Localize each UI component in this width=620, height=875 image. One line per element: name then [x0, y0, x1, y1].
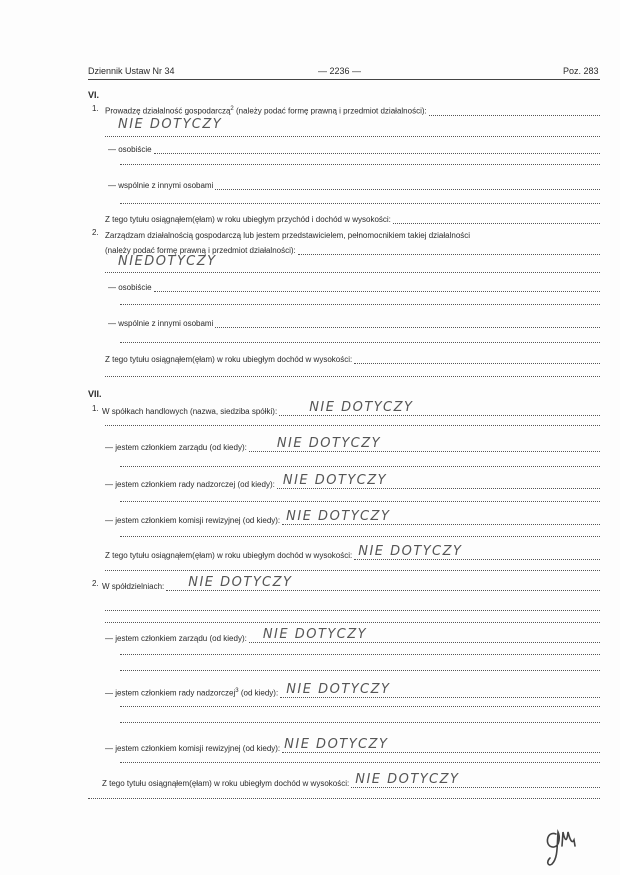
section-vi-title: VI.	[88, 90, 100, 100]
vii-q2-supervisory-line-2	[120, 722, 600, 723]
vii-q1-question: W spółkach handlowych (nazwa, siedziba spółki): NIE DOTYCZY	[102, 404, 600, 416]
vii-q2-question: W spółdzielniach: NIE DOTYCZY	[102, 579, 600, 591]
vii-q2-board-row: — jestem członkiem zarządu (od kiedy): NIE DOTYCZY	[105, 631, 600, 643]
vii-q1-answer-line	[105, 425, 600, 426]
vii-q2-board-line-1	[120, 654, 600, 655]
header-rule	[88, 79, 600, 80]
vi-q2-answer: NIEDOTYCZY	[118, 254, 217, 269]
vii-q1-income-line	[105, 570, 600, 571]
section-vii-title: VII.	[88, 389, 102, 399]
vii-q1-income-answer: NIE DOTYCZY	[358, 544, 463, 559]
vii-q2-income-line	[88, 798, 600, 799]
vi-q1-personally-row: — osobiście	[108, 142, 600, 154]
vi-q1-income-row: Z tego tytułu osiągnąłem(ęłam) w roku ubiegłym przychód i dochód w wysokości:	[105, 212, 600, 224]
vii-q1-board-line	[120, 466, 600, 467]
vi-q2-jointly-row: — wspólnie z innymi osobami	[108, 316, 600, 328]
vii-q2-board-answer: NIE DOTYCZY	[262, 627, 368, 642]
vii-q1-audit-row: — jestem członkiem komisji rewizyjnej (od kiedy): NIE DOTYCZY	[105, 513, 600, 525]
vi-q1-question: Prowadzę działalność gospodarczą$^2$ (należy podać formę prawną i przedmiot działalności):	[105, 104, 600, 116]
vii-q2-answer-line-2	[105, 622, 600, 623]
vi-q1-jointly-line	[120, 203, 600, 204]
vi-q1-answer: NIE DOTYCZY	[118, 117, 223, 132]
vii-q2-supervisory-answer: NIE DOTYCZY	[286, 682, 391, 697]
journal-name: Dziennik Ustaw Nr 34	[88, 66, 175, 76]
vi-q2-personally-line	[120, 304, 600, 305]
vii-q2-number: 2.	[92, 579, 99, 588]
vi-q2-personally-row: — osobiście	[108, 280, 600, 292]
vii-q2-audit-line	[120, 762, 600, 763]
vii-q2-audit-row: — jestem członkiem komisji rewizyjnej (od kiedy): NIE DOTYCZY	[105, 741, 600, 753]
vii-q2-supervisory-row: — jestem członkiem rady nadzorczej$^3$ (od kiedy): NIE DOTYCZY	[105, 686, 600, 698]
vii-q1-number: 1.	[92, 404, 99, 413]
page-number: — 2236 —	[318, 66, 362, 76]
position-number: Poz. 283	[563, 66, 599, 76]
vii-q1-audit-answer: NIE DOTYCZY	[286, 509, 391, 524]
vi-q2-number: 2.	[92, 228, 99, 237]
vii-q1-supervisory-answer: NIE DOTYCZY	[282, 473, 388, 488]
vi-q2-income-line	[105, 376, 600, 377]
vii-q2-board-line-2	[120, 670, 600, 671]
vi-q2-income-row: Z tego tytułu osiągnąłem(ęłam) w roku ubiegłym dochód w wysokości:	[105, 352, 600, 364]
vi-q2-question-line2: (należy podać formę prawną i przedmiot działalności):	[105, 243, 600, 255]
vii-q1-income-row: Z tego tytułu osiągnąłem(ęłam) w roku ubiegłym dochód w wysokości: NIE DOTYCZY	[105, 548, 600, 560]
vi-q1-number: 1.	[92, 104, 99, 113]
vii-q2-audit-answer: NIE DOTYCZY	[284, 737, 389, 752]
vi-q1-jointly-row: — wspólnie z innymi osobami	[108, 178, 600, 190]
vii-q2-income-row: Z tego tytułu osiągnąłem(ęłam) w roku ubiegłym dochód w wysokości: NIE DOTYCZY	[102, 776, 600, 788]
vii-q1-audit-line	[120, 536, 600, 537]
vii-q1-supervisory-line	[120, 501, 600, 502]
vii-q2-answer-line-1	[105, 610, 600, 611]
vii-q1-board-row: — jestem członkiem zarządu (od kiedy): NIE DOTYCZY	[105, 440, 600, 452]
vi-q1-personally-line	[120, 164, 600, 165]
vii-q1-supervisory-row: — jestem członkiem rady nadzorczej (od kiedy): NIE DOTYCZY	[105, 477, 600, 489]
vii-q2-answer: NIE DOTYCZY	[188, 575, 293, 590]
signature-initials	[540, 820, 585, 870]
vi-q2-jointly-line	[120, 342, 600, 343]
vi-q2-question-line1: Zarządzam działalnością gospodarczą lub jestem przedstawicielem, pełnomocnikiem takiej działalności	[105, 231, 471, 240]
vii-q2-supervisory-line-1	[120, 706, 600, 707]
vi-q1-dotted-line	[429, 103, 600, 116]
vii-q1-answer: NIE DOTYCZY	[309, 400, 414, 415]
vii-q1-board-answer: NIE DOTYCZY	[276, 436, 382, 451]
vii-q2-income-answer: NIE DOTYCZY	[355, 772, 460, 787]
vi-q2-answer-line	[105, 272, 600, 273]
